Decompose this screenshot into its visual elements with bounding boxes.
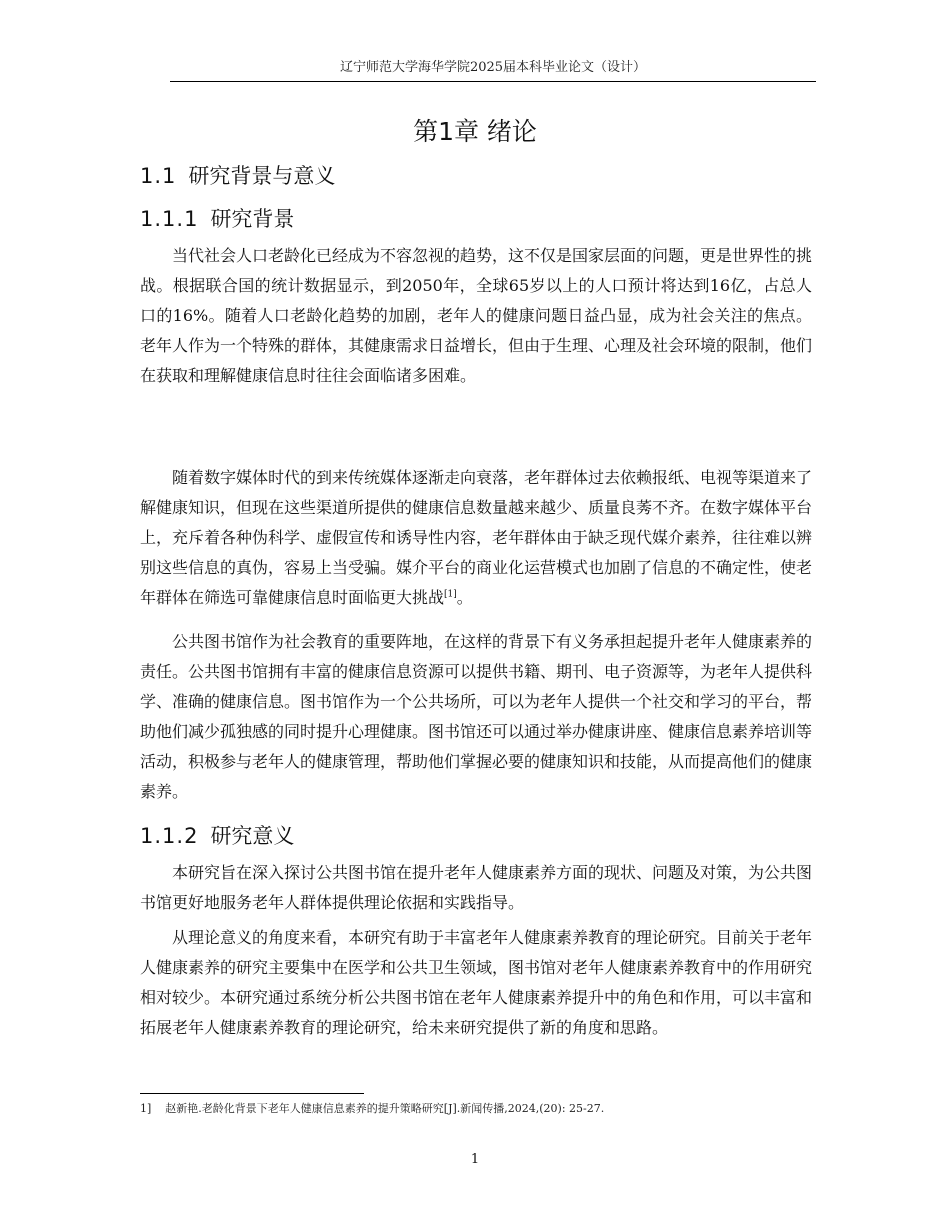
paragraph-significance-1: 本研究旨在深入探讨公共图书馆在提升老年人健康素养方面的现状、问题及对策，为公共图书馆更好地服务老年人群体提供理论依据和实践指导。 bbox=[140, 863, 813, 912]
section-heading-1-1 bbox=[140, 160, 335, 190]
footnote bbox=[140, 1100, 820, 1116]
paragraph-background-1: 当代社会人口老龄化已经成为不容忽视的趋势，这不仅是国家层面的问题，更是世界性的挑战。根据联合国的统计数据显示，到2050年，全球65岁以上的人口预计将达到16亿，占总人口的16%。随着人口老龄化趋势的加剧，老年人的健康问题日益凸显，成为社会关注的焦点。老年人作为一个特殊的群体，其健康需求日益增长，但由于生理、心理及社会环境的限制，他们在获取和理解健康信息时往往会面临诸多困难。 bbox=[140, 246, 813, 385]
footnote-separator bbox=[140, 1093, 364, 1094]
chapter-title: 第1章 绪论 bbox=[413, 117, 537, 146]
section-heading-1-1-1 bbox=[140, 203, 294, 233]
paragraph-background-3: 公共图书馆作为社会教育的重要阵地，在这样的背景下有义务承担起提升老年人健康素养的责任。公共图书馆拥有丰富的健康信息资源可以提供书籍、期刊、电子资源等，为老年人提供科学、准确的健康信息。图书馆作为一个公共场所，可以为老年人提供一个社交和学习的平台，帮助他们减少孤独感的同时提升心理健康。图书馆还可以通过举办健康讲座、健康信息素养培训等活动，积极参与老年人的健康管理，帮助他们掌握必要的健康知识和技能，从而提高他们的健康素养。 bbox=[140, 632, 813, 801]
section-title: 研究背景 bbox=[210, 207, 295, 231]
paragraph-significance-2: 从理论意义的角度来看，本研究有助于丰富老年人健康素养教育的理论研究。目前关于老年人健康素养的研究主要集中在医学和公共卫生领域，图书馆对老年人健康素养教育中的作用研究相对较少。本研究通过系统分析公共图书馆在老年人健康素养提升中的角色和作用，可以丰富和拓展老年人健康素养教育的理论研究，给未来研究提供了新的角度和思路。 bbox=[140, 928, 813, 1037]
section-title: 研究意义 bbox=[210, 824, 295, 848]
running-header: 辽宁师范大学海华学院2025届本科毕业论文（设计） bbox=[170, 56, 816, 82]
section-heading-1-1-2 bbox=[140, 820, 294, 850]
paragraph-text: 随着数字媒体时代的到来传统媒体逐渐走向衰落，老年群体过去依赖报纸、电视等渠道来了解健康知识，但现在这些渠道所提供的健康信息数量越来越少、质量良莠不齐。在数字媒体平台上，充斥着各种伪科学、虚假宣传和诱导性内容，老年群体由于缺乏现代媒介素养，往往难以辨别这些信息的真伪，容易上当受骗。媒介平台的商业化运营模式也加剧了信息的不确定性，使老年群体在筛选可靠健康信息时面临更大挑战 bbox=[140, 468, 813, 607]
page-number: 1 bbox=[470, 1152, 480, 1167]
section-number: 1.1.2 bbox=[140, 824, 199, 848]
footnote-text: 赵新艳.老龄化背景下老年人健康信息素养的提升策略研究[J].新闻传播,2024,(20): 25-27. bbox=[165, 1102, 605, 1115]
section-number: 1.1.1 bbox=[140, 207, 199, 231]
section-number: 1.1 bbox=[140, 164, 177, 188]
footnote-mark: 1] bbox=[140, 1102, 152, 1115]
section-title: 研究背景与意义 bbox=[188, 164, 336, 188]
paragraph-background-2 bbox=[140, 463, 812, 613]
paragraph-end: 。 bbox=[456, 588, 473, 607]
citation-mark[interactable]: [1] bbox=[444, 589, 457, 600]
